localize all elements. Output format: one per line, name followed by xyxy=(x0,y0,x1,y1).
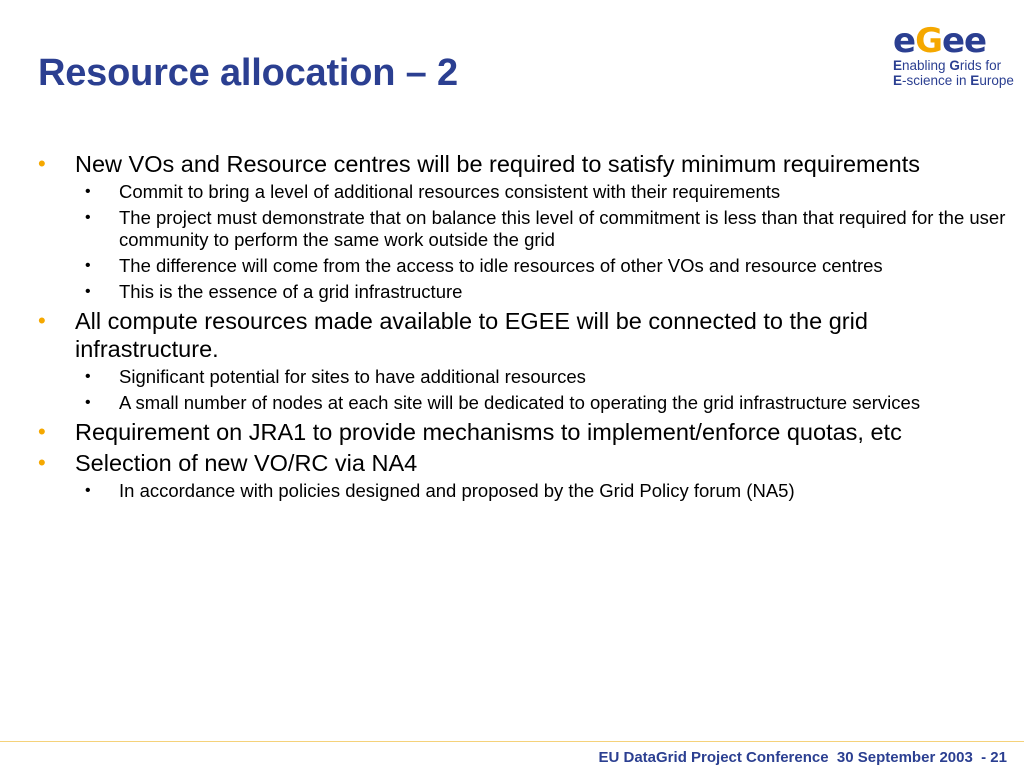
bullet-dot-icon: • xyxy=(38,151,46,176)
egee-logo-tagline-1: Enabling Grids for xyxy=(893,58,1002,73)
sub-bullet-item: • This is the essence of a grid infrastructure xyxy=(85,281,463,302)
bullet-dot-icon: • xyxy=(38,450,46,475)
egee-logo-mark: eGee xyxy=(893,21,987,61)
sub-bullet-dot-icon: • xyxy=(85,257,91,274)
sub-bullet-item: • The difference will come from the access to idle resources of other VOs and resource centres xyxy=(85,255,883,276)
sub-bullet-dot-icon: • xyxy=(85,482,91,499)
sub-bullet-dot-icon: • xyxy=(85,283,91,300)
egee-logo-tagline-2: E-science in Europe xyxy=(893,73,1014,88)
bullet-item: • Selection of new VO/RC via NA4 xyxy=(38,450,418,476)
sub-bullet-dot-icon: • xyxy=(85,394,91,411)
sub-bullet-item: • The project must demonstrate that on balance this level of commitment is less than that required for the user community to perform the same work outside the grid xyxy=(85,207,1006,250)
sub-bullet-dot-icon: • xyxy=(85,209,91,226)
sub-bullet-item: • Significant potential for sites to have additional resources xyxy=(85,366,586,387)
bullet-item: • Requirement on JRA1 to provide mechanisms to implement/enforce quotas, etc xyxy=(38,419,902,445)
sub-bullet-dot-icon: • xyxy=(85,368,91,385)
bullet-dot-icon: • xyxy=(38,308,46,333)
sub-bullet-item: • Commit to bring a level of additional resources consistent with their requirements xyxy=(85,181,781,202)
bullet-item: • All compute resources made available to EGEE will be connected to the grid infrastructure. xyxy=(38,308,868,362)
slide-footer: EU DataGrid Project Conference 30 September 2003 - 21 xyxy=(598,749,1007,766)
sub-bullet-item: • A small number of nodes at each site will be dedicated to operating the grid infrastructure services xyxy=(85,392,921,413)
sub-bullet-item: • In accordance with policies designed and proposed by the Grid Policy forum (NA5) xyxy=(85,480,795,501)
slide-content xyxy=(38,150,1008,506)
sub-bullet-dot-icon: • xyxy=(85,183,91,200)
bullet-dot-icon: • xyxy=(38,419,46,444)
bullet-item: • New VOs and Resource centres will be required to satisfy minimum requirements xyxy=(38,151,921,177)
footer-divider xyxy=(0,741,1024,742)
egee-logo xyxy=(893,21,1014,92)
slide-title: Resource allocation – 2 xyxy=(38,52,458,94)
